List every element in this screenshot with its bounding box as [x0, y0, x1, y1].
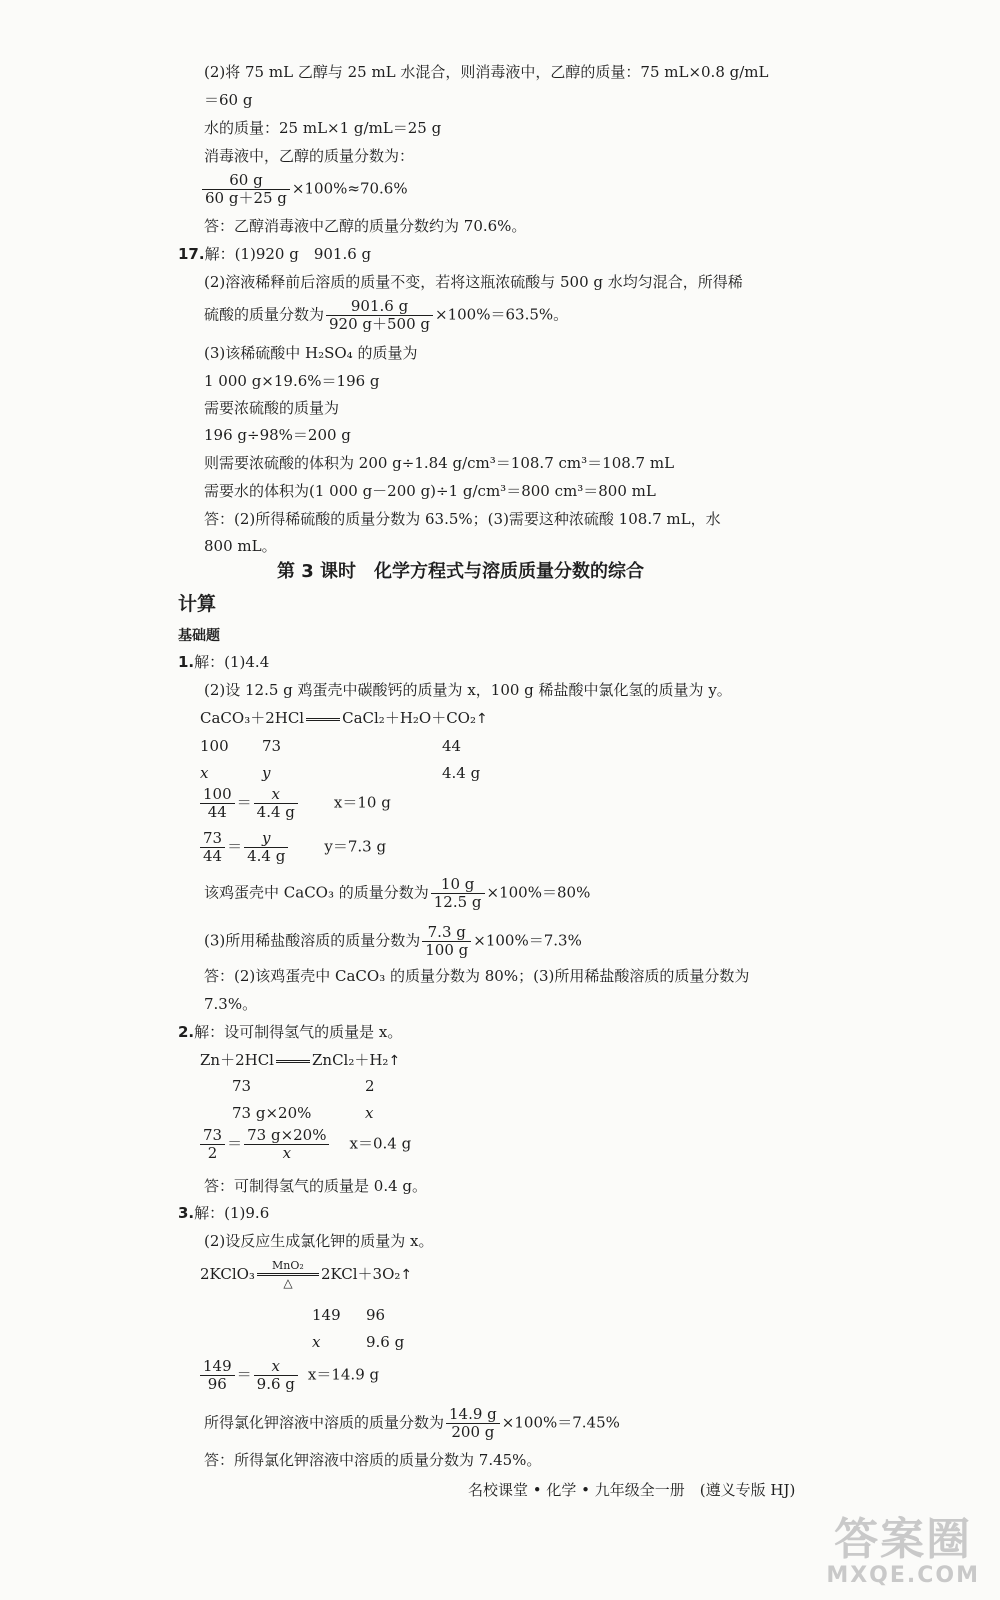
- variable: x: [365, 1104, 374, 1122]
- ratio-line: $\frac{100}{44}$ ＝ $\frac{x}{4.4 g}$ x＝10 g: [198, 786, 391, 821]
- answer-line: 答：(2)所得稀硫酸的质量分数为 63.5%；(3)需要这种浓硫酸 108.7 mL，水: [204, 510, 721, 528]
- fraction: $\frac{73}{44}$: [200, 830, 225, 865]
- answer-line: 800 mL。: [204, 537, 277, 555]
- calc-heading: 计算: [178, 593, 217, 615]
- answer-line: 答：可制得氢气的质量是 0.4 g。: [204, 1177, 427, 1195]
- text-line: 消毒液中，乙醇的质量分数为：: [204, 147, 415, 165]
- up-arrow-icon: ↑: [476, 711, 488, 727]
- ratio-line: $\frac{73}{2}$ ＝ $\frac{73 g\times 20\%}{x}$ x＝0.4 g: [198, 1127, 411, 1162]
- text-line: (3)该稀硫酸中 H₂SO₄ 的质量为: [204, 344, 418, 362]
- text-line: (2)将 75 mL 乙醇与 25 mL 水混合，则消毒液中，乙醇的质量：75 mL×0.8 g/mL: [204, 63, 769, 81]
- question-number: 3.: [178, 1204, 195, 1222]
- fraction: $\frac{100}{44}$: [200, 786, 235, 821]
- variable: y: [262, 764, 271, 782]
- text-line: (2)设反应生成氯化钾的质量为 x。: [204, 1232, 434, 1250]
- fraction: $\frac{14.9 g}{200 g}$: [446, 1406, 500, 1441]
- formula-line: $\frac{60 g}{60 g+25 g}$ ×100%≈70.6%: [200, 172, 408, 207]
- equal-sign: [276, 1060, 310, 1063]
- molar-mass: 73: [262, 737, 282, 755]
- formula-line: (3)所用稀盐酸溶质的质量分数为 $\frac{7.3 g}{100 g}$ ×100%＝7.3%: [204, 923, 582, 959]
- text-line: 需要浓硫酸的质量为: [204, 399, 340, 417]
- text-line: 则需要浓硫酸的体积为 200 g÷1.84 g/cm³＝108.7 cm³＝108.7 mL: [204, 454, 675, 472]
- chemical-equation: Zn＋2HCl ZnCl₂＋H₂↑: [200, 1051, 401, 1069]
- watermark-logo: 答案圈 MXQE.COM: [826, 1514, 980, 1588]
- fraction: $\frac{60 g}{60 g+25 g}$: [202, 172, 290, 207]
- section-title: 第 3 课时 化学方程式与溶质质量分数的综合: [277, 561, 645, 582]
- molar-mass: 73: [232, 1077, 252, 1095]
- answer-line: 答：所得氯化钾溶液中溶质的质量分数为 7.45%。: [204, 1451, 542, 1469]
- question-number: 1.: [178, 653, 195, 671]
- formula-line: 该鸡蛋壳中 CaCO₃ 的质量分数为 $\frac{10 g}{12.5 g}$ ×100%＝80%: [204, 875, 591, 911]
- text-line: 1 000 g×19.6%＝196 g: [204, 372, 380, 390]
- question-2-line: 2.解：设可制得氢气的质量是 x。: [178, 1023, 403, 1041]
- text-line: 需要水的体积为(1 000 g－200 g)÷1 g/cm³＝800 cm³＝800 mL: [204, 482, 656, 500]
- fraction: $\frac{7.3 g}{100 g}$: [422, 924, 471, 959]
- variable: x: [312, 1333, 321, 1351]
- fraction: $\frac{149}{96}$: [200, 1358, 235, 1393]
- text-line: 196 g÷98%＝200 g: [204, 426, 351, 444]
- question-number: 2.: [178, 1023, 195, 1041]
- page-footer: 名校课堂 • 化学 • 九年级全一册 (遵义专版 HJ): [468, 1481, 796, 1499]
- molar-mass: 96: [366, 1306, 386, 1324]
- variable: 73 g×20%: [232, 1104, 312, 1122]
- answer-line: 7.3%。: [204, 995, 258, 1013]
- fraction: $\frac{x}{4.4 g}$: [254, 786, 298, 821]
- question-3-line: 3.解：(1)9.6: [178, 1204, 270, 1222]
- fraction: $\frac{73 g\times 20\%}{x}$: [244, 1127, 329, 1162]
- answer-line: 答：乙醇消毒液中乙醇的质量分数约为 70.6%。: [204, 217, 527, 235]
- formula-line: 所得氯化钾溶液中溶质的质量分数为 $\frac{14.9 g}{200 g}$ ×100%＝7.45%: [204, 1405, 620, 1441]
- basic-heading: 基础题: [178, 628, 220, 644]
- chemical-equation: 2KClO₃ MnO₂ △ 2KCl＋3O₂↑: [200, 1259, 413, 1290]
- text-line: (2)溶液稀释前后溶质的质量不变，若将这瓶浓硫酸与 500 g 水均匀混合，所得稀: [204, 273, 743, 291]
- fraction: $\frac{901.6 g}{920 g+500 g}$: [326, 298, 433, 333]
- problem-17-line: 17.解：(1)920 g 901.6 g: [178, 245, 372, 263]
- formula-line: 硫酸的质量分数为 $\frac{901.6 g}{920 g+500 g}$ ×100%＝63.5%。: [204, 297, 569, 333]
- chemical-equation: CaCO₃＋2HCl CaCl₂＋H₂O＋CO₂↑: [200, 709, 488, 727]
- ratio-line: $\frac{149}{96}$ ＝ $\frac{x}{9.6 g}$ x＝14.9 g: [198, 1358, 379, 1393]
- question-1-line: 1.解：(1)4.4: [178, 653, 270, 671]
- fraction: $\frac{10 g}{12.5 g}$: [431, 876, 485, 911]
- up-arrow-icon: ↑: [400, 1267, 413, 1283]
- molar-mass: 100: [200, 737, 229, 755]
- fraction: $\frac{73}{2}$: [200, 1127, 225, 1162]
- text-line: ＝60 g: [204, 91, 253, 109]
- variable: 9.6 g: [366, 1333, 405, 1351]
- text-line: (2)设 12.5 g 鸡蛋壳中碳酸钙的质量为 x，100 g 稀盐酸中氯化氢的质量为 y。: [204, 681, 732, 699]
- molar-mass: 44: [442, 737, 462, 755]
- molar-mass: 2: [365, 1077, 375, 1095]
- answer-line: 答：(2)该鸡蛋壳中 CaCO₃ 的质量分数为 80%；(3)所用稀盐酸溶质的质量分数为: [204, 967, 750, 985]
- fraction: $\frac{y}{4.4 g}$: [244, 830, 288, 865]
- ratio-line: $\frac{73}{44}$ ＝ $\frac{y}{4.4 g}$ y＝7.3 g: [198, 830, 386, 865]
- fraction: $\frac{x}{9.6 g}$: [254, 1358, 298, 1393]
- variable: 4.4 g: [442, 764, 481, 782]
- molar-mass: 149: [312, 1306, 341, 1324]
- text-line: 水的质量：25 mL×1 g/mL＝25 g: [204, 119, 442, 137]
- variable: x: [200, 764, 209, 782]
- reaction-condition: MnO₂ △: [257, 1260, 319, 1290]
- up-arrow-icon: ↑: [388, 1053, 401, 1069]
- equal-sign: [306, 718, 340, 721]
- problem-number: 17.: [178, 245, 205, 263]
